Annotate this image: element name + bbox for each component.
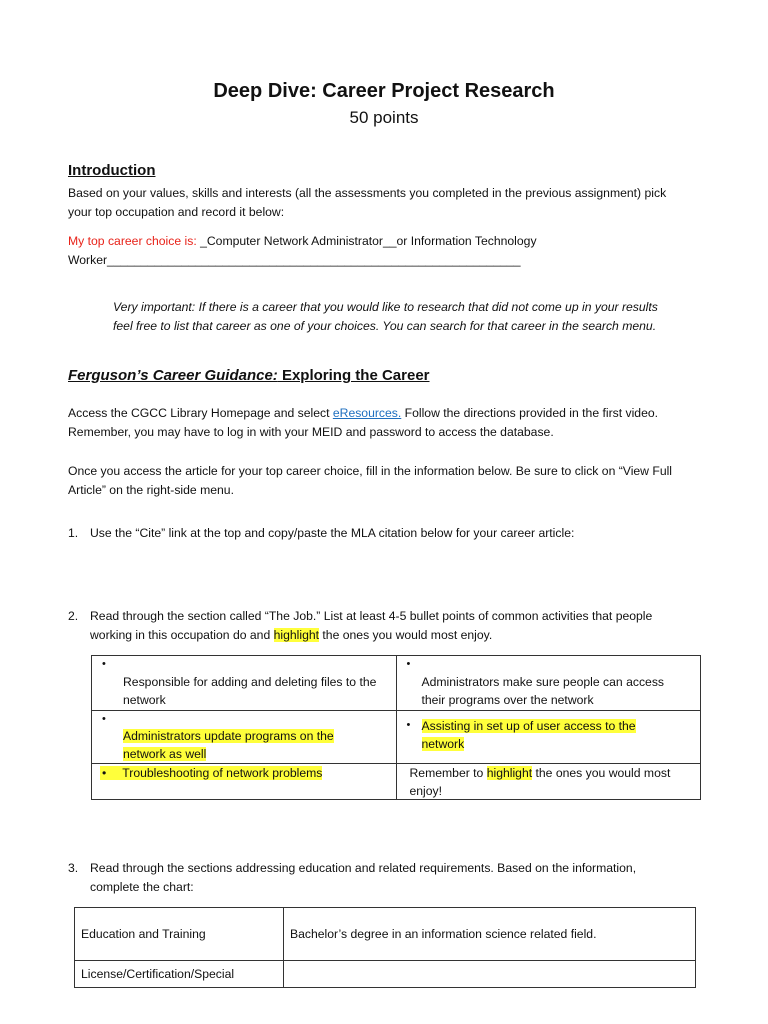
activity-2-line-2: their programs over the network xyxy=(421,693,594,707)
bullet-icon: • xyxy=(100,766,110,780)
table-row xyxy=(92,764,701,800)
points-subtitle: 50 points xyxy=(349,108,419,127)
activity-1-line-2: network xyxy=(123,693,166,707)
reminder-text-b: the ones you would most xyxy=(532,766,671,780)
activity-cell-5[interactable] xyxy=(92,764,397,800)
question-1-text: Use the “Cite” link at the top and copy/paste the MLA citation below for your career article: xyxy=(90,526,575,540)
highlight-word: highlight xyxy=(273,628,320,642)
question-3-line-2: complete the chart: xyxy=(90,880,194,894)
bullet-icon: • xyxy=(406,719,411,731)
access-text-2: Follow the directions provided in the first video. xyxy=(401,406,659,420)
activity-cell-2[interactable] xyxy=(396,656,701,711)
bullet-icon: • xyxy=(102,658,106,670)
reminder-highlight: highlight xyxy=(486,766,533,780)
question-2-line-2a: working in this occupation do and xyxy=(90,628,274,642)
activity-2-line-1: Administrators make sure people can access xyxy=(421,675,665,689)
activity-cell-4[interactable] xyxy=(396,711,701,764)
intro-line-1: Based on your values, skills and interests (all the assessments you completed in the previous assignment) pick xyxy=(68,186,667,200)
reminder-cell xyxy=(396,764,701,800)
education-label-cell: Education and Training xyxy=(75,908,284,961)
table-row xyxy=(92,656,701,711)
activity-4-line-1: Assisting in set up of user access to the xyxy=(421,719,636,733)
ferguson-heading-italic: Ferguson’s Career Guidance: xyxy=(68,367,278,384)
question-2-line-1: Read through the section called “The Job.” List at least 4-5 bullet points of common activities that people xyxy=(90,609,653,623)
education-table xyxy=(74,907,696,988)
activity-3-line-1: Administrators update programs on the xyxy=(123,729,334,743)
education-value-cell[interactable]: Bachelor’s degree in an information science related field. xyxy=(284,908,696,961)
activity-1-line-1: Responsible for adding and deleting files to the xyxy=(123,675,377,689)
activity-cell-3[interactable] xyxy=(92,711,397,764)
career-choice-label: My top career choice is xyxy=(68,234,194,248)
ferguson-heading-rest: Exploring the Career xyxy=(277,367,430,384)
reminder-text-a: Remember to xyxy=(409,766,487,780)
access-text-1: Access the CGCC Library Homepage and select xyxy=(68,406,333,420)
table-row xyxy=(75,961,696,988)
career-choice-value-1: _Computer Network Administrator__or Information Technology xyxy=(196,234,537,248)
question-3-line-1: Read through the sections addressing education and related requirements. Based on the information, xyxy=(90,861,637,875)
access-paragraph xyxy=(68,404,658,442)
reminder-line-2: enjoy! xyxy=(409,784,443,798)
page-title: Deep Dive: Career Project Research xyxy=(213,80,555,102)
once-line-1: Once you access the article for your top career choice, fill in the information below. Be sure to click on “View Full xyxy=(68,464,673,478)
career-choice-answer xyxy=(68,232,537,270)
once-paragraph xyxy=(68,462,672,500)
introduction-heading: Introduction xyxy=(68,162,156,179)
activity-cell-1[interactable] xyxy=(92,656,397,711)
career-choice-value-2: Worker_____________________________________________________________ xyxy=(68,253,521,267)
activities-table xyxy=(91,655,701,800)
question-1-number: 1. xyxy=(68,526,79,540)
ferguson-heading xyxy=(68,367,430,384)
question-3-text xyxy=(90,859,636,897)
important-note xyxy=(113,298,658,336)
eresources-link[interactable]: eResources. xyxy=(332,406,402,420)
table-row xyxy=(92,711,701,764)
bullet-icon: • xyxy=(102,713,106,725)
once-line-2: Article” on the right-side menu. xyxy=(68,483,234,497)
question-2-text xyxy=(90,607,652,645)
activity-4-line-2: network xyxy=(421,737,465,751)
access-line-2: Remember, you may have to log in with your MEID and password to access the database. xyxy=(68,425,554,439)
important-line-1: Very important: If there is a career that you would like to research that did not come up in your results xyxy=(113,300,658,314)
intro-line-2: your top occupation and record it below: xyxy=(68,205,285,219)
important-line-2: feel free to list that career as one of your choices. You can search for that career in the search menu. xyxy=(113,319,657,333)
question-2-number: 2. xyxy=(68,609,79,623)
activity-3-line-2: network as well xyxy=(123,747,207,761)
question-2-line-2b: the ones you would most enjoy. xyxy=(319,628,493,642)
career-choice-colon: : xyxy=(193,234,197,248)
question-3-number: 3. xyxy=(68,861,79,875)
license-label-cell: License/Certification/Special xyxy=(75,961,284,988)
bullet-icon: • xyxy=(406,658,411,670)
activity-5: Troubleshooting of network problems xyxy=(110,766,322,780)
table-row xyxy=(75,908,696,961)
intro-paragraph xyxy=(68,184,666,222)
license-value-cell[interactable] xyxy=(284,961,696,988)
